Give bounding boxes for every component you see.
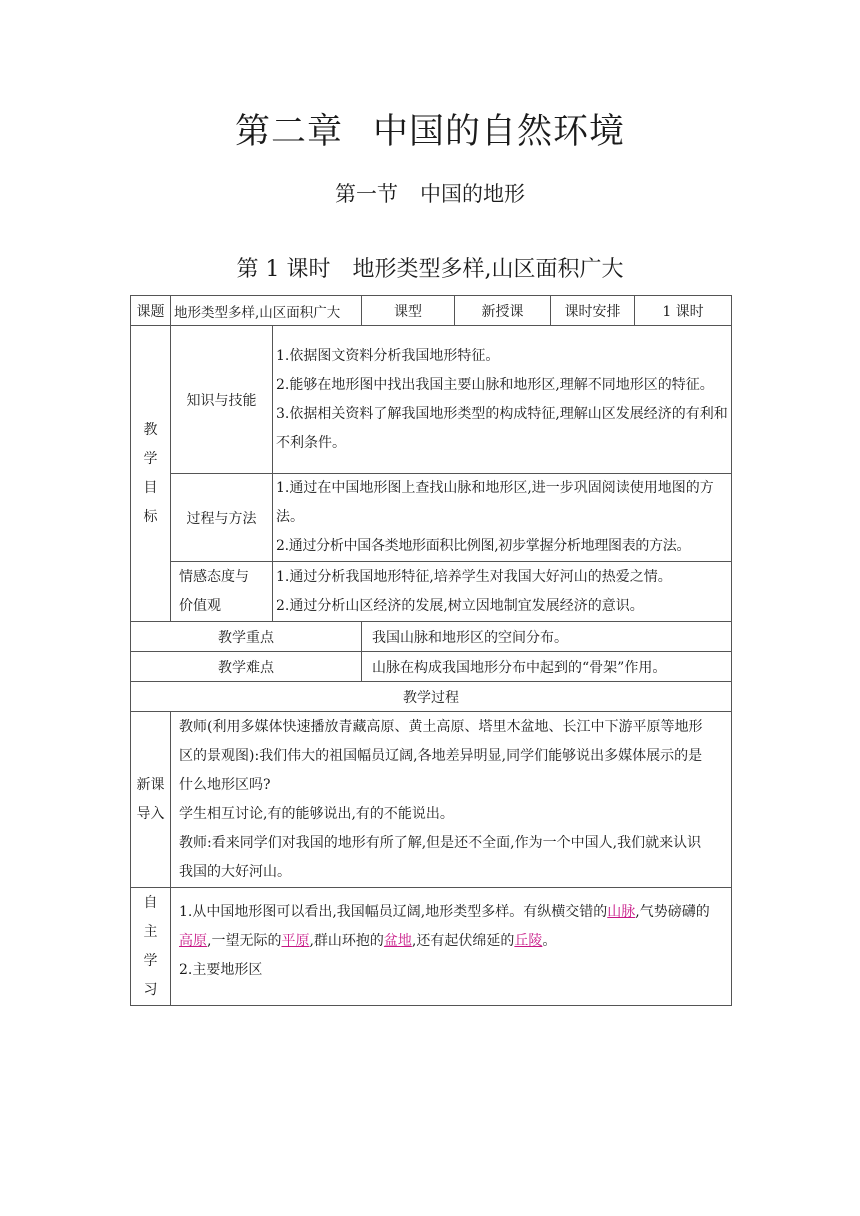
key-point-value: 我国山脉和地形区的空间分布。 — [362, 622, 732, 652]
intro-content — [171, 712, 732, 888]
intro-row — [131, 712, 732, 888]
type-value: 新授课 — [455, 296, 551, 326]
chapter-heading — [0, 104, 860, 154]
process-item: 1.通过在中国地形图上查找山脉和地形区,进一步巩固阅读使用地图的方法。 — [276, 480, 714, 525]
self-study-line-2: 2.主要地形区 — [179, 962, 263, 978]
process-item: 2.通过分析中国各类地形面积比例图,初步掌握分析地理图表的方法。 — [276, 538, 691, 554]
process-content — [273, 474, 732, 562]
section-title: 中国的地形 — [420, 182, 525, 206]
knowledge-item: 3.依据相关资料了解我国地形类型的构成特征,理解山区发展经济的有利和不利条件。 — [276, 405, 728, 451]
self-study-row — [131, 888, 732, 1006]
intro-paragraph: 教师(利用多媒体快速播放青藏高原、黄土高原、塔里木盆地、长江中下游平原等地形区的景观图):我们伟大的祖国幅员辽阔,各地差异明显,同学们能够说出多媒体展示的是什么地形区吗? — [179, 718, 703, 793]
emotion-content — [273, 562, 732, 622]
knowledge-item: 1.依据图文资料分析我国地形特征。 — [276, 347, 500, 364]
term-hills: 丘陵 — [514, 933, 543, 949]
emotion-item: 2.通过分析山区经济的发展,树立因地制宜发展经济的意识。 — [276, 597, 644, 614]
process-header: 教学过程 — [131, 682, 732, 712]
type-label: 课型 — [362, 296, 455, 326]
knowledge-item: 2.能够在地形图中找出我国主要山脉和地形区,理解不同地形区的特征。 — [276, 376, 714, 393]
difficulty-label: 教学难点 — [131, 652, 362, 682]
topic-value: 地形类型多样,山区面积广大 — [171, 296, 362, 326]
objectives-label: 教 学 目 标 — [131, 326, 171, 622]
difficulty-value: 山脉在构成我国地形分布中起到的“骨架”作用。 — [362, 652, 732, 682]
section-number: 第一节 — [335, 182, 398, 206]
process-header-row — [131, 682, 732, 712]
term-basin: 盆地 — [383, 933, 412, 949]
self-study-label: 自 主 学 习 — [131, 888, 171, 1006]
key-point-row — [131, 622, 732, 652]
chapter-number: 第二章 — [234, 112, 343, 152]
emotion-label: 情感态度与 价值观 — [171, 562, 273, 622]
knowledge-content — [273, 326, 732, 474]
objective-emotion-row — [131, 562, 732, 622]
section-heading — [0, 178, 860, 208]
term-mountains: 山脉 — [607, 904, 636, 920]
process-label: 过程与方法 — [171, 474, 273, 562]
knowledge-label: 知识与技能 — [171, 326, 273, 474]
hours-label: 课时安排 — [551, 296, 635, 326]
self-study-content — [171, 888, 732, 1006]
hours-value: 1 课时 — [635, 296, 732, 326]
term-plain: 平原 — [281, 933, 310, 949]
lesson-number: 第 1 课时 — [236, 257, 331, 282]
lesson-title: 地形类型多样,山区面积广大 — [352, 257, 624, 282]
topic-label: 课题 — [131, 296, 171, 326]
lesson-heading — [0, 252, 860, 283]
objective-knowledge-row — [131, 326, 732, 474]
intro-paragraph: 教师:看来同学们对我国的地形有所了解,但是还不全面,作为一个中国人,我们就来认识我国的大好河山。 — [179, 834, 702, 880]
info-row — [131, 296, 732, 326]
difficulty-row — [131, 652, 732, 682]
key-point-label: 教学重点 — [131, 622, 362, 652]
emotion-item: 1.通过分析我国地形特征,培养学生对我国大好河山的热爱之情。 — [276, 568, 672, 585]
intro-label: 新课 导入 — [131, 712, 171, 888]
self-study-line-1: 1.从中国地形图可以看出,我国幅员辽阔,地形类型多样。有纵横交错的山脉,气势磅礴的高原,一望无际的平原,群山环抱的盆地,还有起伏绵延的丘陵。 — [179, 904, 710, 949]
intro-paragraph: 学生相互讨论,有的能够说出,有的不能说出。 — [179, 805, 454, 822]
chapter-title: 中国的自然环境 — [373, 112, 626, 152]
objective-process-row — [131, 474, 732, 562]
term-plateau: 高原 — [179, 933, 207, 949]
lesson-plan-table — [130, 295, 732, 1006]
